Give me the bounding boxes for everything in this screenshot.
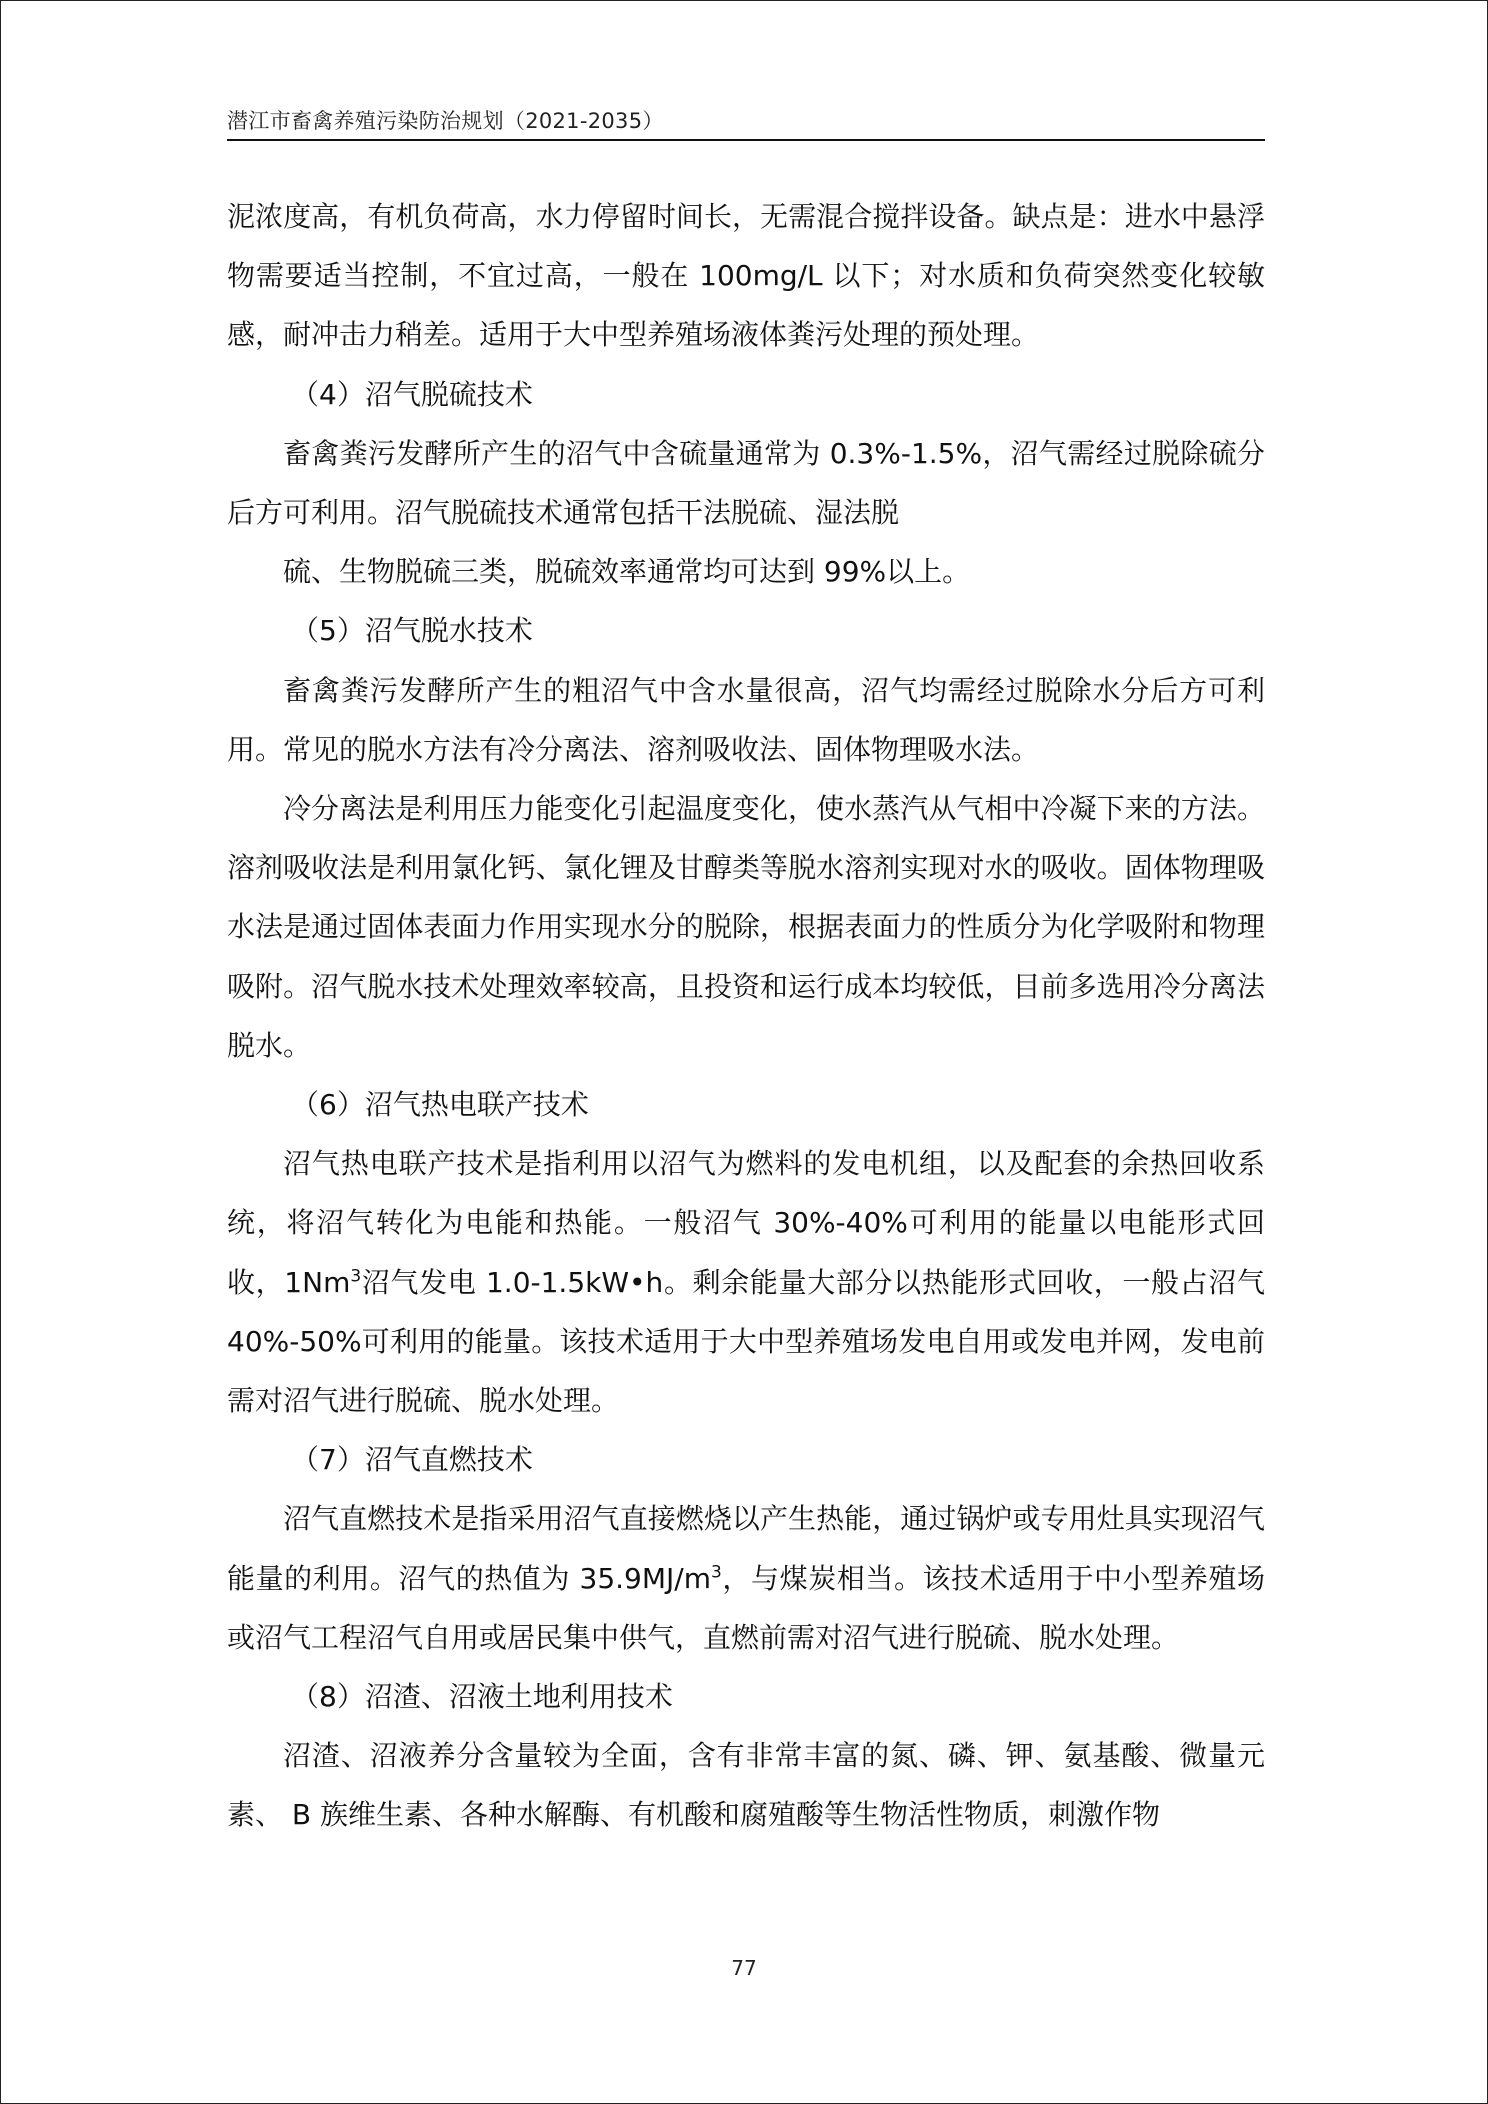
paragraph: [227, 1489, 1265, 1667]
document-body: [227, 187, 1265, 1845]
text-run: 沼气直燃技术是指采用沼气直接燃烧以产生热能，通过锅炉或专用灶具实现沼气能量的利用。沼气的热值为 35.9MJ/m: [227, 1502, 1265, 1595]
paragraph: [227, 1134, 1265, 1430]
paragraph: 畜禽粪污发酵所产生的沼气中含硫量通常为 0.3%-1.5%，沼气需经过脱除硫分后方可利用。沼气脱硫技术通常包括干法脱硫、湿法脱: [227, 436, 1265, 530]
section-heading-5: （5）沼气脱水技术: [291, 614, 533, 648]
text-run: 沼气热电联产技术是指利用以沼气为燃料的发电机组，以及配套的余热回收系统，将沼气转化为电能和热能。一般沼气 30%-40%可利用的能量以电能形式回收，1Nm: [227, 1147, 1265, 1299]
section-heading-4: （4）沼气脱硫技术: [291, 377, 533, 411]
superscript: 3: [711, 1562, 722, 1583]
text-run: ，与煤炭相当。该技术适用于中小型养殖场或沼气工程沼气自用或居民集中供气，直燃前需对沼气进行脱硫、脱水处理。: [227, 1561, 1265, 1654]
paragraph-continued: 泥浓度高，有机负荷高，水力停留时间长，无需混合搅拌设备。缺点是：进水中悬浮物需要适当控制，不宜过高，一般在 100mg/L 以下；对水质和负荷突然变化较敏感，耐冲击力稍差。适用于大中型养殖场液体粪污处理的预处理。: [227, 200, 1265, 352]
header-rule: [227, 139, 1265, 141]
section-heading-7: （7）沼气直燃技术: [291, 1443, 533, 1477]
paragraph: 沼渣、沼液养分含量较为全面，含有非常丰富的氮、磷、钾、氨基酸、微量元素、 B 族维生素、各种水解酶、有机酸和腐殖酸等生物活性物质，刺激作物: [227, 1739, 1265, 1832]
paragraph: 畜禽粪污发酵所产生的粗沼气中含水量很高，沼气均需经过脱除水分后方可利用。常见的脱水方法有冷分离法、溶剂吸收法、固体物理吸水法。: [227, 673, 1265, 766]
superscript: 3: [350, 1266, 362, 1287]
paragraph: 冷分离法是利用压力能变化引起温度变化，使水蒸汽从气相中冷凝下来的方法。溶剂吸收法是利用氯化钙、氯化锂及甘醇类等脱水溶剂实现对水的吸收。固体物理吸水法是通过固体表面力作用实现水分的脱除，根据表面力的性质分为化学吸附和物理吸附。沼气脱水技术处理效率较高，且投资和运行成本均较低，目前多选用冷分离法脱水。: [227, 792, 1265, 1062]
section-heading-6: （6）沼气热电联产技术: [291, 1088, 589, 1122]
running-header: 潜江市畜禽养殖污染防治规划（2021-2035）: [227, 109, 664, 133]
paragraph: 硫、生物脱硫三类，脱硫效率通常均可达到 99%以上。: [283, 555, 971, 589]
text-run: 沼气发电 1.0-1.5kW•h。剩余能量大部分以热能形式回收，一般占沼气 40%-50%可利用的能量。该技术适用于大中型养殖场发电自用或发电并网，发电前需对沼气进行脱硫、脱水处理。: [227, 1265, 1265, 1418]
section-heading-8: （8）沼渣、沼液土地利用技术: [291, 1680, 673, 1714]
page-number: 77: [731, 1956, 757, 1980]
